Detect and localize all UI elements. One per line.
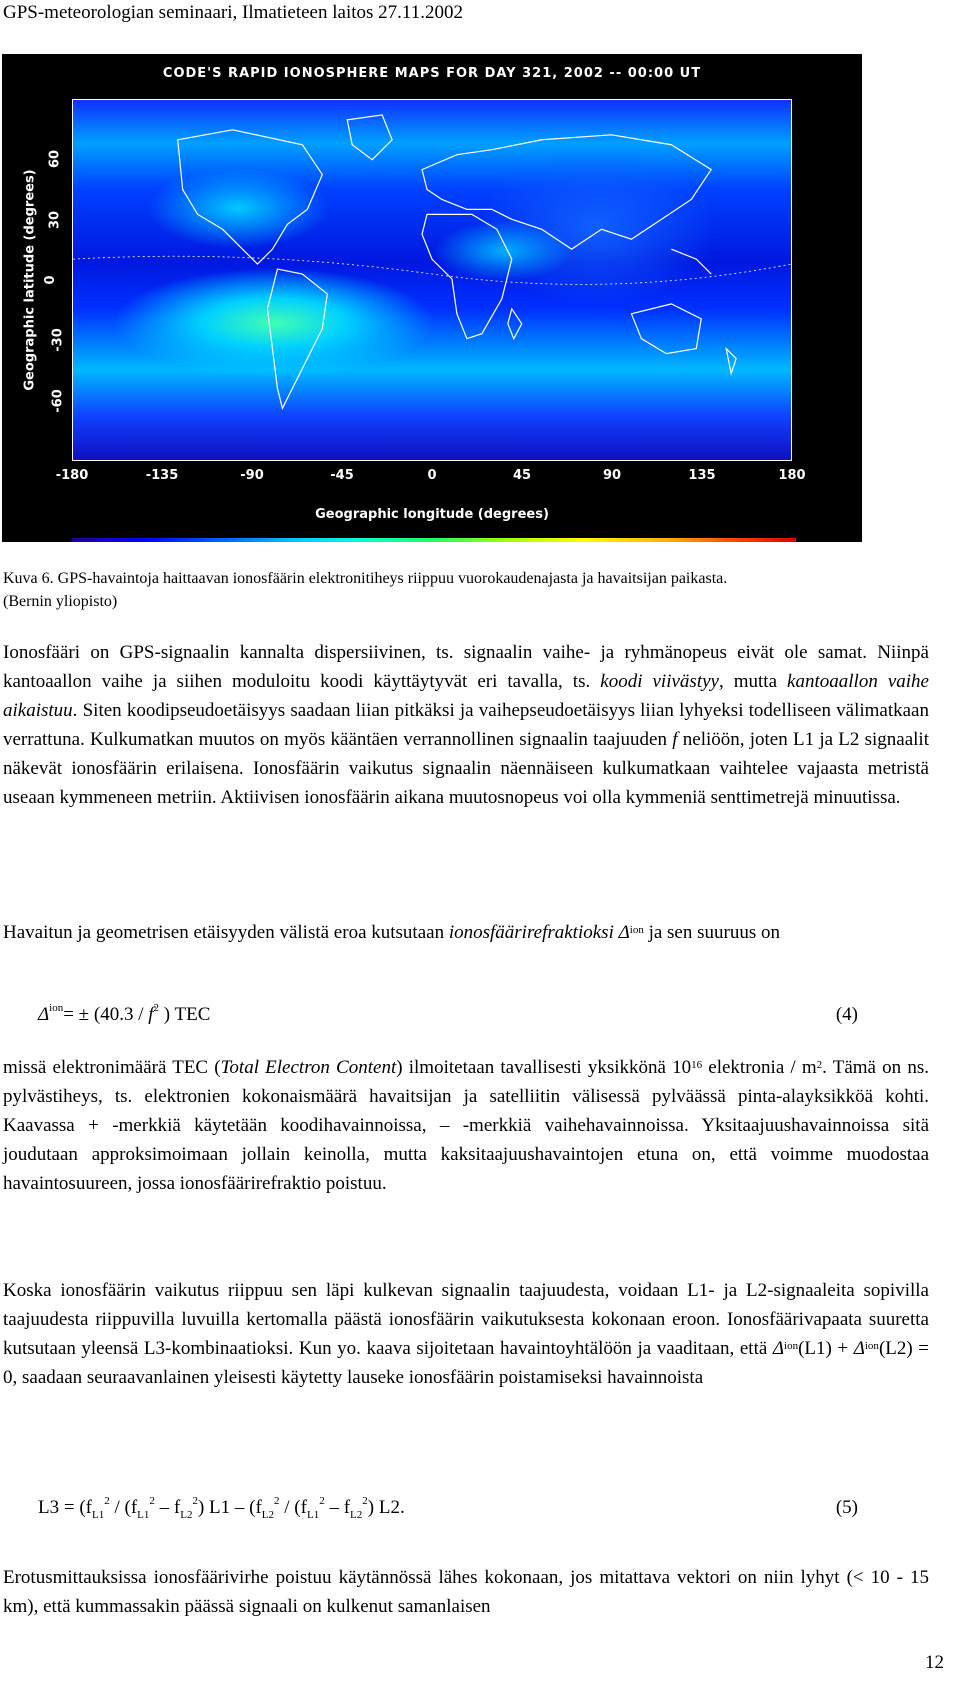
eq5-s4: L2	[261, 1508, 275, 1521]
p3-text-c: ) ilmoitetaan tavallisesti yksikkönä 10	[396, 1057, 692, 1078]
equation-4	[38, 1004, 858, 1026]
paragraph-4	[3, 1276, 929, 1392]
eq4-number: (4)	[835, 1004, 858, 1025]
x-tick-label: -180	[55, 468, 89, 483]
color-bar	[72, 538, 796, 542]
p1-italic-d: kantoaallon vaihe aikaistuu	[3, 671, 929, 721]
p1-text-a: Ionosfääri on GPS-signaalin kannalta dispersiivinen, ts. signaalin vaihe- ja ryhmänopeus eivät ole samat. Niinpä kantoaallon vaihe ja siihen moduloitu koodi käyttäytyvät eri tavalla, ts.	[3, 642, 929, 692]
paragraph-3	[3, 1053, 929, 1198]
x-tick-label: -135	[145, 468, 179, 483]
eq5-p5: 2	[319, 1495, 325, 1507]
coastlines	[73, 100, 791, 460]
p3-text-a: missä elektronimäärä TEC (	[3, 1057, 221, 1078]
paragraph-5: Erotusmittauksissa ionosfäärivirhe poistuu käytännössä lähes kokonaan, jos mitattava vektori on niin lyhyt (< 10 - 15 km), että kummassakin päässä signaali on kulkenut samanlaisen	[3, 1567, 929, 1617]
figure-caption	[3, 567, 929, 613]
eq5-t1: L3 = (f	[38, 1497, 92, 1518]
p1-italic-f: f	[672, 729, 678, 750]
x-tick-label: 180	[778, 468, 806, 483]
p2-delta: Δ	[618, 922, 630, 943]
page-number: 12	[925, 1652, 944, 1673]
y-tick-label: 30	[47, 210, 63, 229]
x-tick-label: 90	[602, 468, 622, 483]
x-tick-label: -90	[240, 468, 264, 483]
p2-sup: ion	[629, 924, 644, 936]
equation-5	[38, 1497, 858, 1521]
eq4-mid: = ± (40.3 /	[63, 1004, 149, 1025]
eq5-s1: L1	[91, 1508, 105, 1521]
x-axis-label: Geographic longitude (degrees)	[315, 507, 549, 522]
p3-sup-d: 16	[691, 1059, 703, 1071]
eq5-t2: / (f	[109, 1497, 138, 1518]
p2-text-a: Havaitun ja geometrisen etäisyyden välistä eroa kutsutaan	[3, 922, 449, 943]
caption-line-2: (Bernin yliopisto)	[3, 593, 118, 610]
eq5-t7: ) L2.	[367, 1497, 405, 1518]
caption-line-1: Kuva 6. GPS-havaintoja haittaavan ionosfäärin elektronitiheys riippuu vuorokaudenajasta ja havaitsijan paikasta.	[3, 570, 728, 587]
eq5-t5: / (f	[279, 1497, 307, 1518]
eq5-p2: 2	[149, 1495, 155, 1507]
y-tick-label: 60	[47, 150, 63, 169]
y-axis-label: Geographic latitude (degrees)	[22, 169, 38, 391]
p4-text-g: (L2) = 0, saadaan seuraavanlainen yleisesti käytetty lauseke ionosfäärin poistamiseksi havainnoista	[3, 1338, 929, 1388]
p3-text-g: . Tämä on ns. pylvästiheys, ts. elektronien kokonaismäärä havaitsijan ja satelliitin välisessä pylväässä pinta-alayksikköä kohti. Kaavassa + -merkkiä käytetään koodihavainnoissa, – -merkkiä vaihehavainnoissa. Yksitaajuushavainnoissa sitä joudutaan approksimoimaan jollain keinolla, mutta kaksitaajuushavaintojen etuna on, että voimme muodostaa havaintosuureen, jossa ionosfäärirefraktio poistuu.	[3, 1057, 929, 1194]
eq4-delta: Δ	[38, 1004, 50, 1025]
figure-title: CODE'S RAPID IONOSPHERE MAPS FOR DAY 321, 2002 -- 00:00 UT	[162, 66, 702, 81]
p1-italic-b: koodi viivästyy	[600, 671, 719, 692]
eq5-s2: L1	[137, 1508, 150, 1521]
y-tick-label: 0	[43, 275, 59, 285]
x-ticks	[55, 468, 806, 486]
p3-sup-f: 2	[816, 1059, 823, 1071]
eq4-end: ) TEC	[159, 1004, 211, 1025]
p1-text-g: neliöön, joten L1 ja L2 signaalit näkevät ionosfäärin erilaisena. Ionosfäärin vaikutus signaalin näennäiseen kulkumatkaan vaihtelee vajaasta metristä useaan kymmeneen metriin. Aktiivisen ionosfäärin aikana muutosnopeus voi olla kymmeniä senttimetrejä minuutissa.	[3, 729, 929, 808]
p4-sup-2: ion	[864, 1340, 879, 1352]
tec-map	[72, 99, 792, 461]
p4-sup-1: ion	[784, 1340, 799, 1352]
eq5-s6: L2	[350, 1508, 363, 1521]
paragraph-1	[3, 638, 929, 812]
eq5-p1: 2	[104, 1495, 110, 1507]
eq4-sq: 2	[153, 1002, 159, 1014]
paragraph-2	[3, 918, 929, 947]
eq5-s5: L1	[306, 1508, 320, 1521]
p4-delta-2: Δ	[853, 1338, 865, 1359]
eq4-sup: ion	[49, 1002, 64, 1014]
p3-text-e: elektronia / m	[702, 1057, 817, 1078]
p1-text-c: , mutta	[718, 671, 788, 692]
p3-italic-b: Total Electron Content	[220, 1057, 397, 1078]
p4-text-a: Koska ionosfäärin vaikutus riippuu sen läpi kulkevan signaalin taajuudesta, voidaan L1- ja L2-signaaleita sopivilla taajuudesta riippuvilla luvuilla kertomalla päästä ionosfäärin vaikutuksesta kokonaan eroon. Ionosfäärivapaata suuretta kutsutaan yleensä L3-kombinaatioksi. Kun yo. kaava sijoitetaan havaintoyhtälöön ja vaaditaan, että	[3, 1280, 929, 1359]
eq5-p4: 2	[274, 1495, 280, 1507]
x-tick-label: 135	[688, 468, 716, 483]
eq5-t6: – f	[324, 1497, 351, 1518]
page-header: GPS-meteorologian seminaari, Ilmatieteen laitos 27.11.2002	[3, 2, 463, 23]
y-tick-label: -60	[50, 388, 66, 413]
y-axis-label-wrap	[20, 99, 40, 461]
ionosphere-map-figure	[2, 54, 862, 542]
p4-delta-1: Δ	[772, 1338, 785, 1359]
eq4-f: f	[148, 1004, 154, 1025]
eq5-t3: – f	[154, 1497, 181, 1518]
eq5-p3: 2	[192, 1495, 198, 1507]
eq5-p6: 2	[362, 1495, 368, 1507]
p2-text-e: ja sen suuruus on	[643, 922, 780, 943]
p1-text-e: . Siten koodipseudoetäisyys saadaan liian pitkäksi ja vaihepseudoetäisyys liian lyhyeksi todelliseen välimatkaan verrattuna. Kulkumatkan muutos on myös kääntäen verrannollinen signaalin taajuuden	[3, 700, 929, 750]
x-tick-label: -45	[330, 468, 354, 483]
p2-italic-b: ionosfäärirefraktioksi	[448, 922, 614, 943]
eq5-t4: ) L1 – (f	[197, 1497, 262, 1518]
x-tick-label: 0	[427, 468, 437, 483]
eq5-number: (5)	[835, 1497, 858, 1518]
p4-text-d: (L1) +	[798, 1338, 854, 1359]
eq5-s3: L2	[180, 1508, 193, 1521]
x-tick-label: 45	[512, 468, 532, 483]
y-tick-label: -30	[50, 328, 66, 353]
